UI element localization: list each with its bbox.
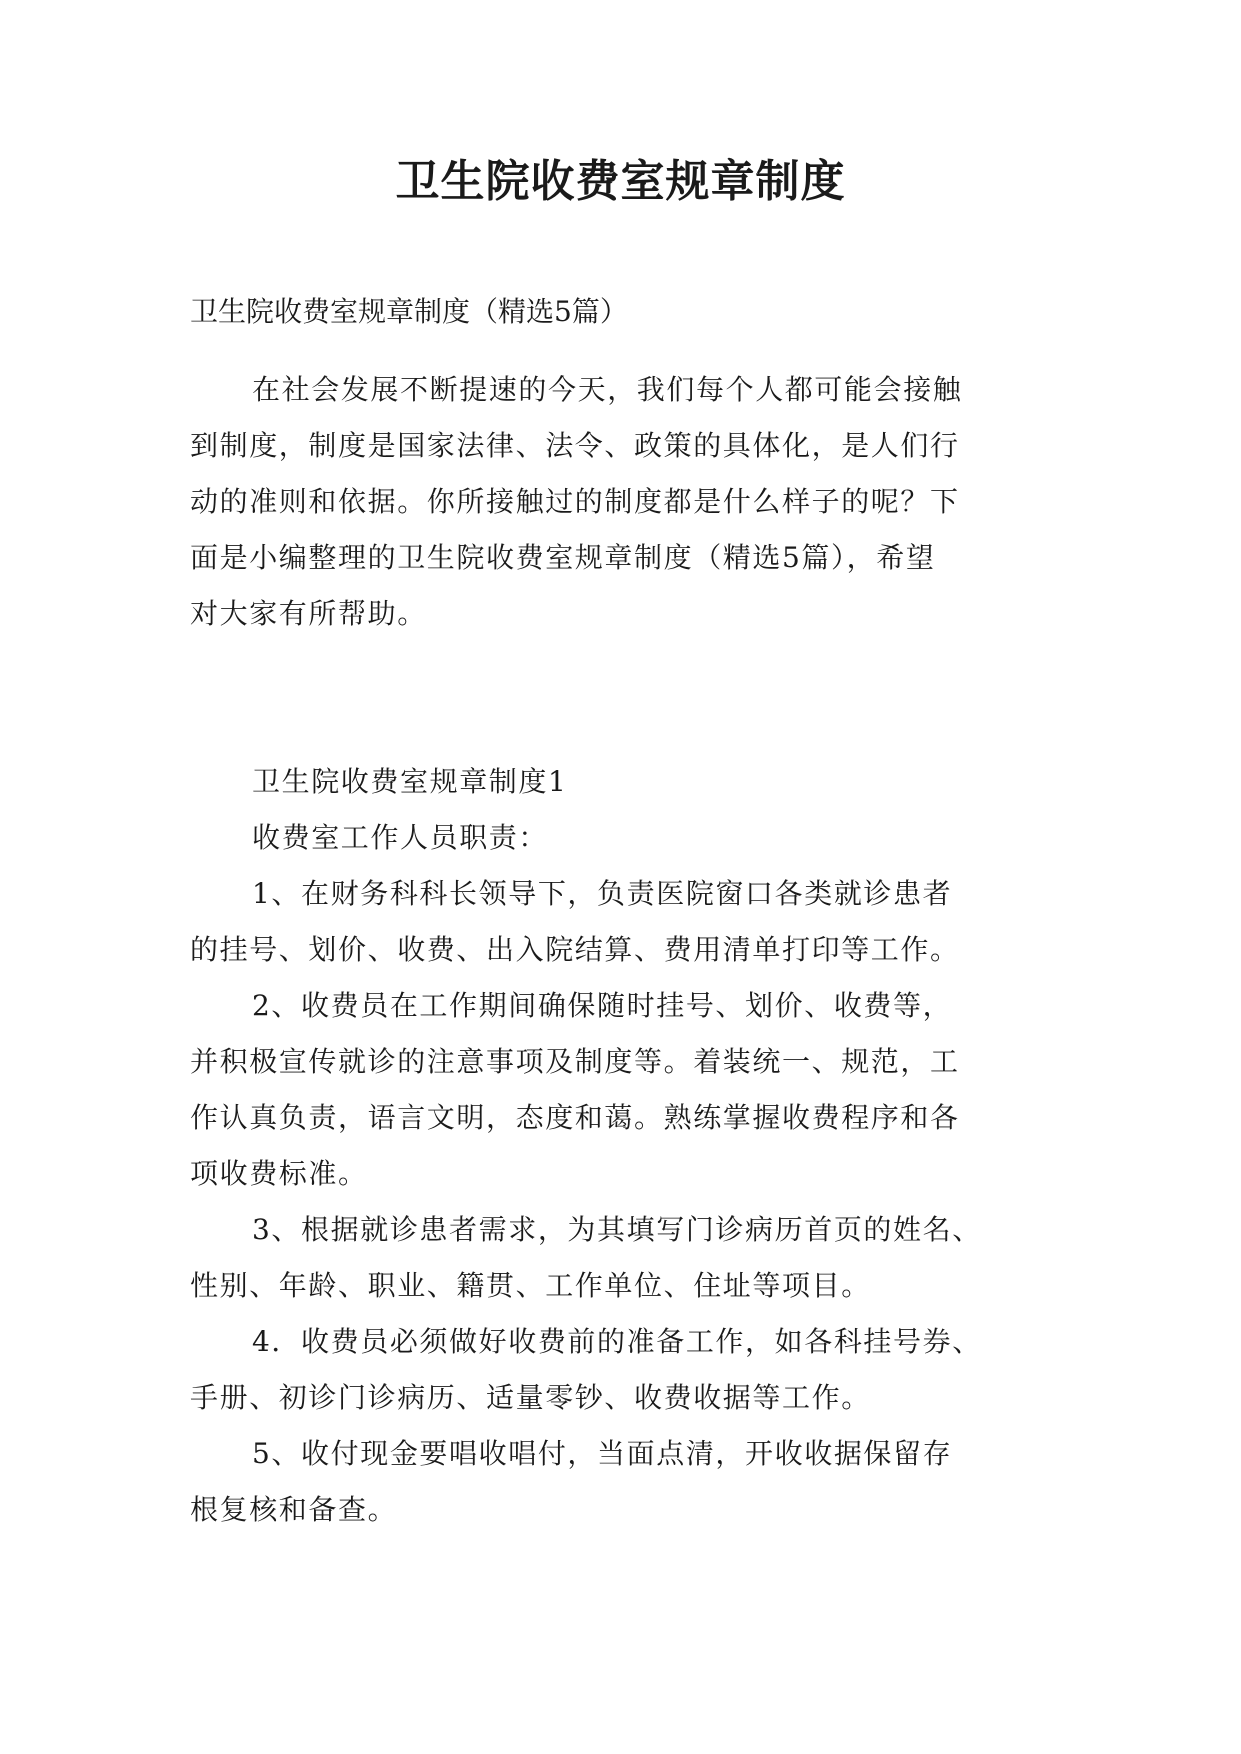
duty-heading: 收费室工作人员职责：: [252, 821, 549, 854]
intro-paragraph: [190, 362, 1070, 642]
intro-line: 对大家有所帮助。: [190, 597, 427, 630]
section-heading: 卫生院收费室规章制度1: [252, 765, 568, 798]
intro-line: 动的准则和依据。你所接触过的制度都是什么样子的呢？下: [190, 485, 960, 518]
duty-item: [190, 978, 1070, 1202]
duty-item: [190, 866, 1070, 978]
document-subtitle: 卫生院收费室规章制度（精选5篇）: [190, 295, 628, 328]
intro-line: 面是小编整理的卫生院收费室规章制度（精选5篇），希望: [190, 541, 936, 574]
intro-line: 在社会发展不断提速的今天，我们每个人都可能会接触: [252, 373, 963, 406]
section-heading-block: [190, 754, 1070, 866]
duty-item-line: 手册、初诊门诊病历、适量零钞、收费收据等工作。: [190, 1381, 871, 1414]
duty-item-line: 2、收费员在工作期间确保随时挂号、划价、收费等，: [252, 989, 953, 1022]
duty-item-line: 项收费标准。: [190, 1157, 368, 1190]
duty-item-line: 性别、年龄、职业、籍贯、工作单位、住址等项目。: [190, 1269, 871, 1302]
duty-item-line: 的挂号、划价、收费、出入院结算、费用清单打印等工作。: [190, 933, 960, 966]
duty-item-line: 3、根据就诊患者需求，为其填写门诊病历首页的姓名、: [252, 1213, 982, 1246]
intro-line: 到制度，制度是国家法律、法令、政策的具体化，是人们行: [190, 429, 960, 462]
duty-item: [190, 1314, 1070, 1426]
duty-item: [190, 1426, 1070, 1538]
document-title: 卫生院收费室规章制度: [395, 156, 846, 207]
duty-item-line: 并积极宣传就诊的注意事项及制度等。着装统一、规范，工: [190, 1045, 960, 1078]
duty-item-line: 作认真负责，语言文明，态度和蔼。熟练掌握收费程序和各: [190, 1101, 960, 1134]
duty-item-line: 根复核和备查。: [190, 1493, 398, 1526]
duty-list: [190, 866, 1070, 1538]
duty-item-line: 1、在财务科科长领导下，负责医院窗口各类就诊患者: [252, 877, 953, 910]
duty-item: [190, 1202, 1070, 1314]
duty-item-line: 4．收费员必须做好收费前的准备工作，如各科挂号券、: [252, 1325, 982, 1358]
duty-item-line: 5、收付现金要唱收唱付，当面点清，开收收据保留存: [252, 1437, 953, 1470]
